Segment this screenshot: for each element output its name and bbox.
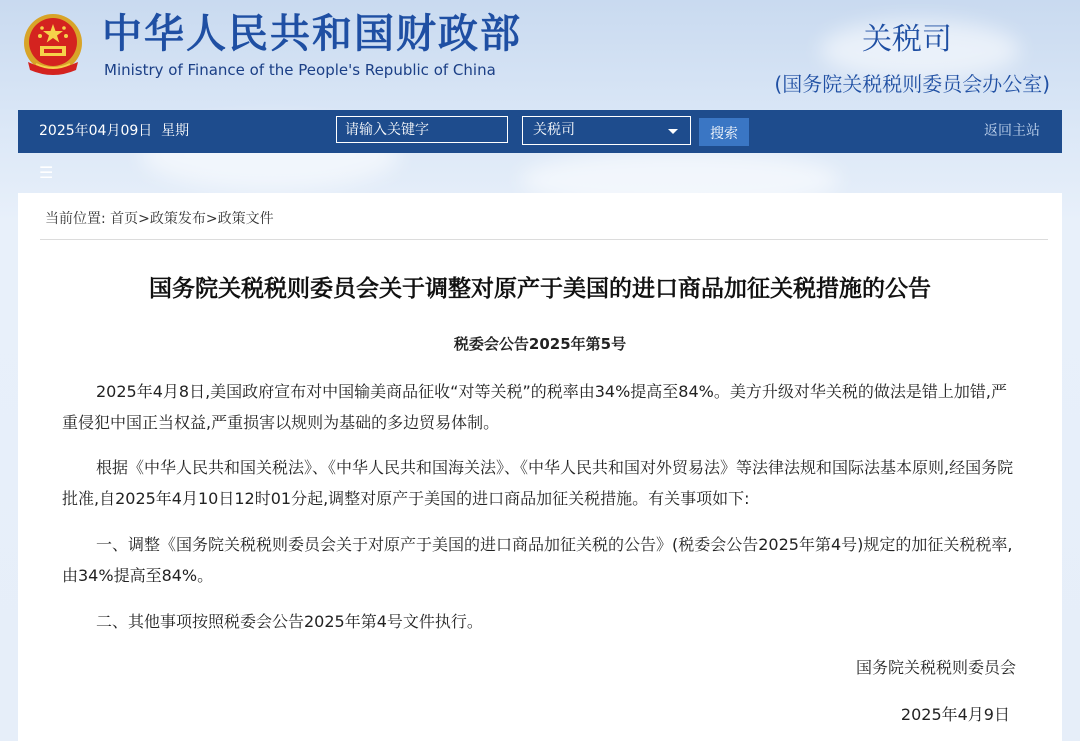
ministry-name-chinese: 中华人民共和国财政部 xyxy=(102,11,522,57)
article-paragraph: 二、其他事项按照税委会公告2025年第4号文件执行。 xyxy=(96,612,483,631)
national-emblem-icon[interactable] xyxy=(18,10,88,80)
article-signatory: 国务院关税税则委员会 xyxy=(855,658,1016,677)
current-date xyxy=(39,121,189,141)
department-name: 关税司 xyxy=(862,22,952,57)
breadcrumb-home-link[interactable]: 首页 xyxy=(110,211,139,227)
article-paragraph: 2025年4月8日,美国政府宣布对中国输美商品征收“对等关税”的税率由34%提高至84%。美方升级对华关税的做法是错上加错,严重侵犯中国正当权益,严重损害以规则为基础的多边贸易体制。 xyxy=(62,382,1007,432)
search-input[interactable] xyxy=(336,116,508,143)
breadcrumb-separator: > xyxy=(138,211,150,227)
search-button[interactable]: 搜索 xyxy=(699,118,749,146)
breadcrumb-policy-documents-link[interactable]: 政策文件 xyxy=(217,211,274,227)
department-select[interactable] xyxy=(522,116,691,145)
article-title: 国务院关税税则委员会关于调整对原产于美国的进口商品加征关税措施的公告 xyxy=(149,276,931,302)
divider xyxy=(40,239,1048,240)
article-paragraph: 根据《中华人民共和国关税法》、《中华人民共和国海关法》、《中华人民共和国对外贸易法》等法律法规和国际法基本原则,经国务院批准,自2025年4月10日12时01分起,调整对原产于美国的进口商品加征关税措施。有关事项如下: xyxy=(62,458,1014,508)
menu-icon[interactable]: ☰ xyxy=(39,163,54,182)
nav-bar xyxy=(18,110,1062,153)
department-subtitle: (国务院关税税则委员会办公室) xyxy=(774,72,1050,96)
date-text: 2025年04月09日 xyxy=(39,123,153,139)
weekday-text: 星期 xyxy=(161,123,190,139)
article-paragraph: 一、调整《国务院关税税则委员会关于对原产于美国的进口商品加征关税的公告》(税委会公告2025年第4号)规定的加征关税税率,由34%提高至84%。 xyxy=(62,535,1013,585)
chevron-down-icon xyxy=(668,129,678,134)
breadcrumb-policy-release-link[interactable]: 政策发布 xyxy=(149,211,206,227)
content-panel xyxy=(18,193,1062,741)
article-sign-date: 2025年4月9日 xyxy=(900,705,1010,724)
site-header xyxy=(0,0,1080,110)
department-select-value: 关税司 xyxy=(533,122,575,138)
return-home-link[interactable]: 返回主站 xyxy=(984,123,1040,139)
ministry-name-english: Ministry of Finance of the People's Republic of China xyxy=(104,61,496,79)
article-number: 税委会公告2025年第5号 xyxy=(453,335,627,353)
breadcrumb-separator: > xyxy=(205,211,218,227)
breadcrumb-label: 当前位置: xyxy=(45,211,106,227)
breadcrumb xyxy=(45,209,274,229)
